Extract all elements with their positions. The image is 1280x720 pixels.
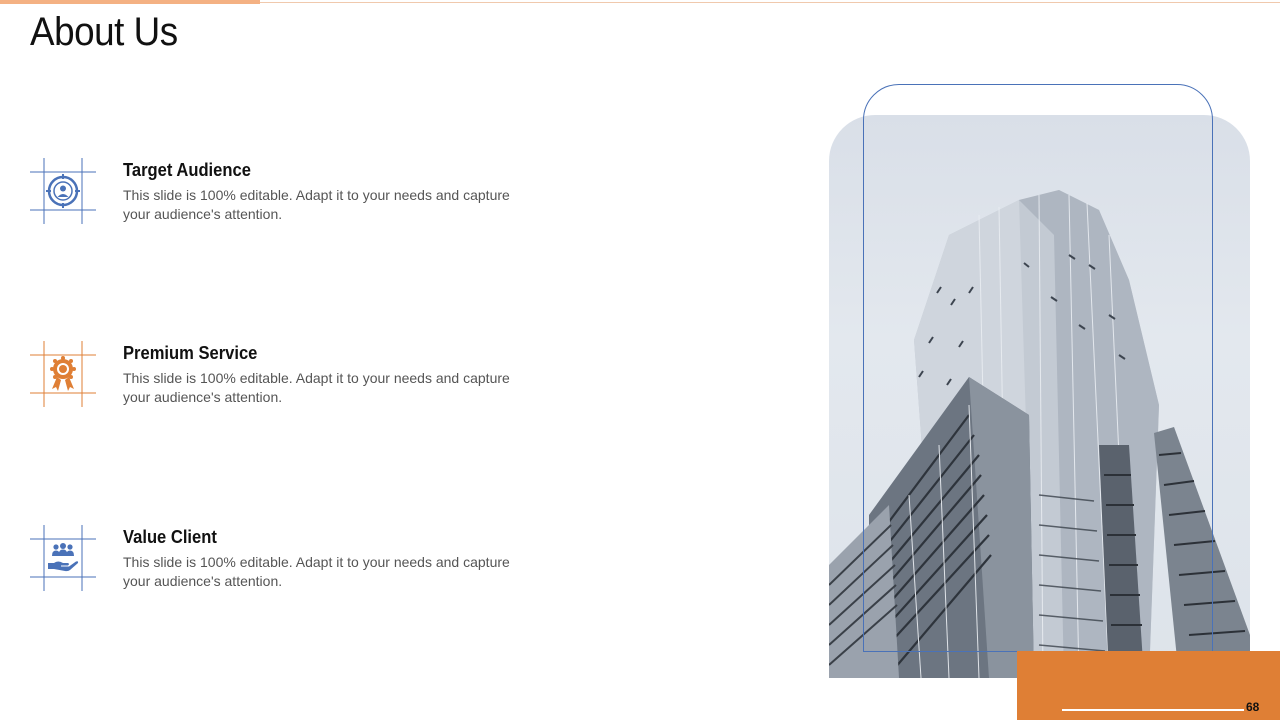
item-description: This slide is 100% editable. Adapt it to your needs and capture your audience's attention. xyxy=(123,187,510,222)
item-description: This slide is 100% editable. Adapt it to your needs and capture your audience's attention. xyxy=(123,554,510,589)
target-user-icon xyxy=(30,158,96,224)
top-accent-bar xyxy=(0,0,260,4)
building-photo xyxy=(829,115,1250,678)
feature-item-premium-service xyxy=(30,341,550,411)
item-title: Target Audience xyxy=(123,160,251,180)
feature-item-target-audience xyxy=(30,158,550,228)
item-title: Value Client xyxy=(123,527,217,547)
footer-rule xyxy=(1062,709,1244,711)
feature-item-value-client xyxy=(30,525,550,595)
people-hand-icon xyxy=(30,525,96,591)
award-ribbon-icon xyxy=(30,341,96,407)
page-title: About Us xyxy=(30,10,178,54)
page-number: 68 xyxy=(1246,700,1260,714)
item-title: Premium Service xyxy=(123,343,258,363)
item-description: This slide is 100% editable. Adapt it to your needs and capture your audience's attention. xyxy=(123,370,510,405)
